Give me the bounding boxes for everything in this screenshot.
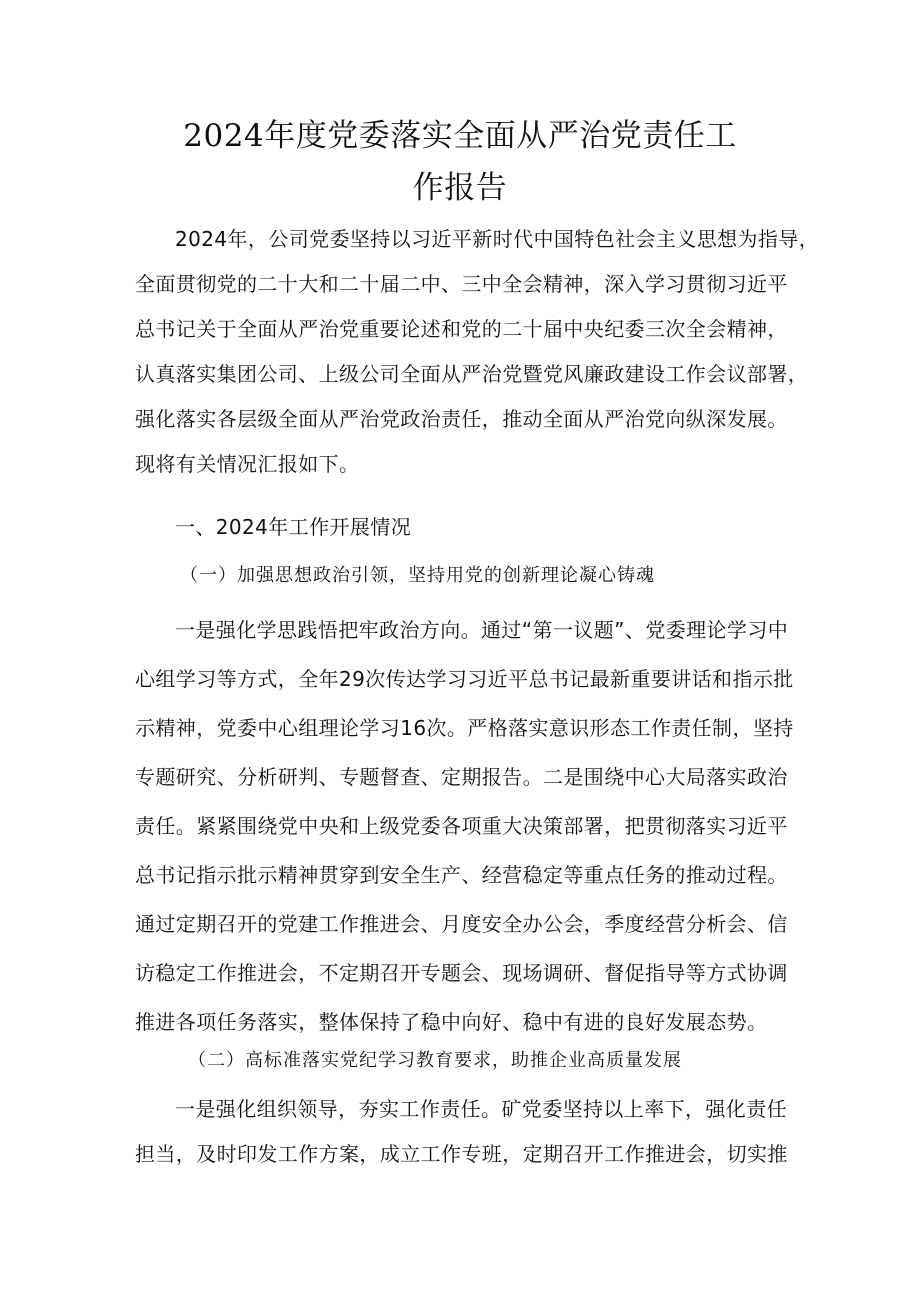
title-line: 作报告	[412, 170, 508, 206]
document-title	[130, 110, 790, 214]
text-line: 强化落实各层级全面从严治党政治责任，推动全面从严治党向纵深发展。	[135, 407, 788, 431]
text-line: 担当，及时印发工作方案，成立工作专班，定期召开工作推进会，切实推	[135, 1142, 788, 1166]
subsection-heading: （二）高标准落实党纪学习教育要求，助推企业高质量发展	[188, 1050, 682, 1071]
text-line: 总书记关于全面从严治党重要论述和党的二十届中央纪委三次全会精神，	[135, 317, 788, 341]
text-line: 推进各项任务落实，整体保持了稳中向好、稳中有进的良好发展态势。	[135, 1010, 768, 1034]
text-line: 认真落实集团公司、上级公司全面从严治党暨党风廉政建设工作会议部署，	[135, 362, 809, 386]
text-line: 总书记指示批示精神贯穿到安全生产、经营稳定等重点任务的推动过程。	[135, 863, 788, 887]
subsection-paragraph	[135, 606, 794, 1047]
text-line: 专题研究、分析研判、专题督查、定期报告。二是围绕中心大局落实政治	[135, 765, 788, 789]
text-line: 示精神，党委中心组理论学习16次。严格落实意识形态工作责任制，坚持	[135, 716, 794, 740]
subsection-heading: （一）加强思想政治引领，坚持用党的创新理论凝心铸魂	[180, 565, 655, 586]
text-line: 现将有关情况汇报如下。	[135, 452, 360, 476]
text-line: 通过定期召开的党建工作推进会、月度安全办公会，季度经营分析会、信	[135, 912, 788, 936]
text-line: 心组学习等方式，全年29次传达学习习近平总书记最新重要讲话和指示批	[135, 667, 794, 691]
subsection-paragraph	[135, 1087, 788, 1177]
text-line: 全面贯彻党的二十大和二十届二中、三中全会精神，深入学习贯彻习近平	[135, 272, 788, 296]
intro-paragraph	[135, 217, 820, 487]
text-line: 一是强化组织领导，夯实工作责任。矿党委坚持以上率下，强化责任	[175, 1097, 787, 1121]
text-line: 访稳定工作推进会，不定期召开专题会、现场调研、督促指导等方式协调	[135, 961, 788, 985]
text-line: 一是强化学思践悟把牢政治方向。通过“第一议题”、党委理论学习中	[175, 618, 789, 642]
title-line: 2024年度党委落实全面从严治党责任工	[183, 118, 737, 154]
text-line: 2024年，公司党委坚持以习近平新时代中国特色社会主义思想为指导，	[175, 227, 820, 251]
section-heading: 一、2024年工作开展情况	[175, 515, 412, 539]
text-line: 责任。紧紧围绕党中央和上级党委各项重大决策部署，把贯彻落实习近平	[135, 814, 788, 838]
